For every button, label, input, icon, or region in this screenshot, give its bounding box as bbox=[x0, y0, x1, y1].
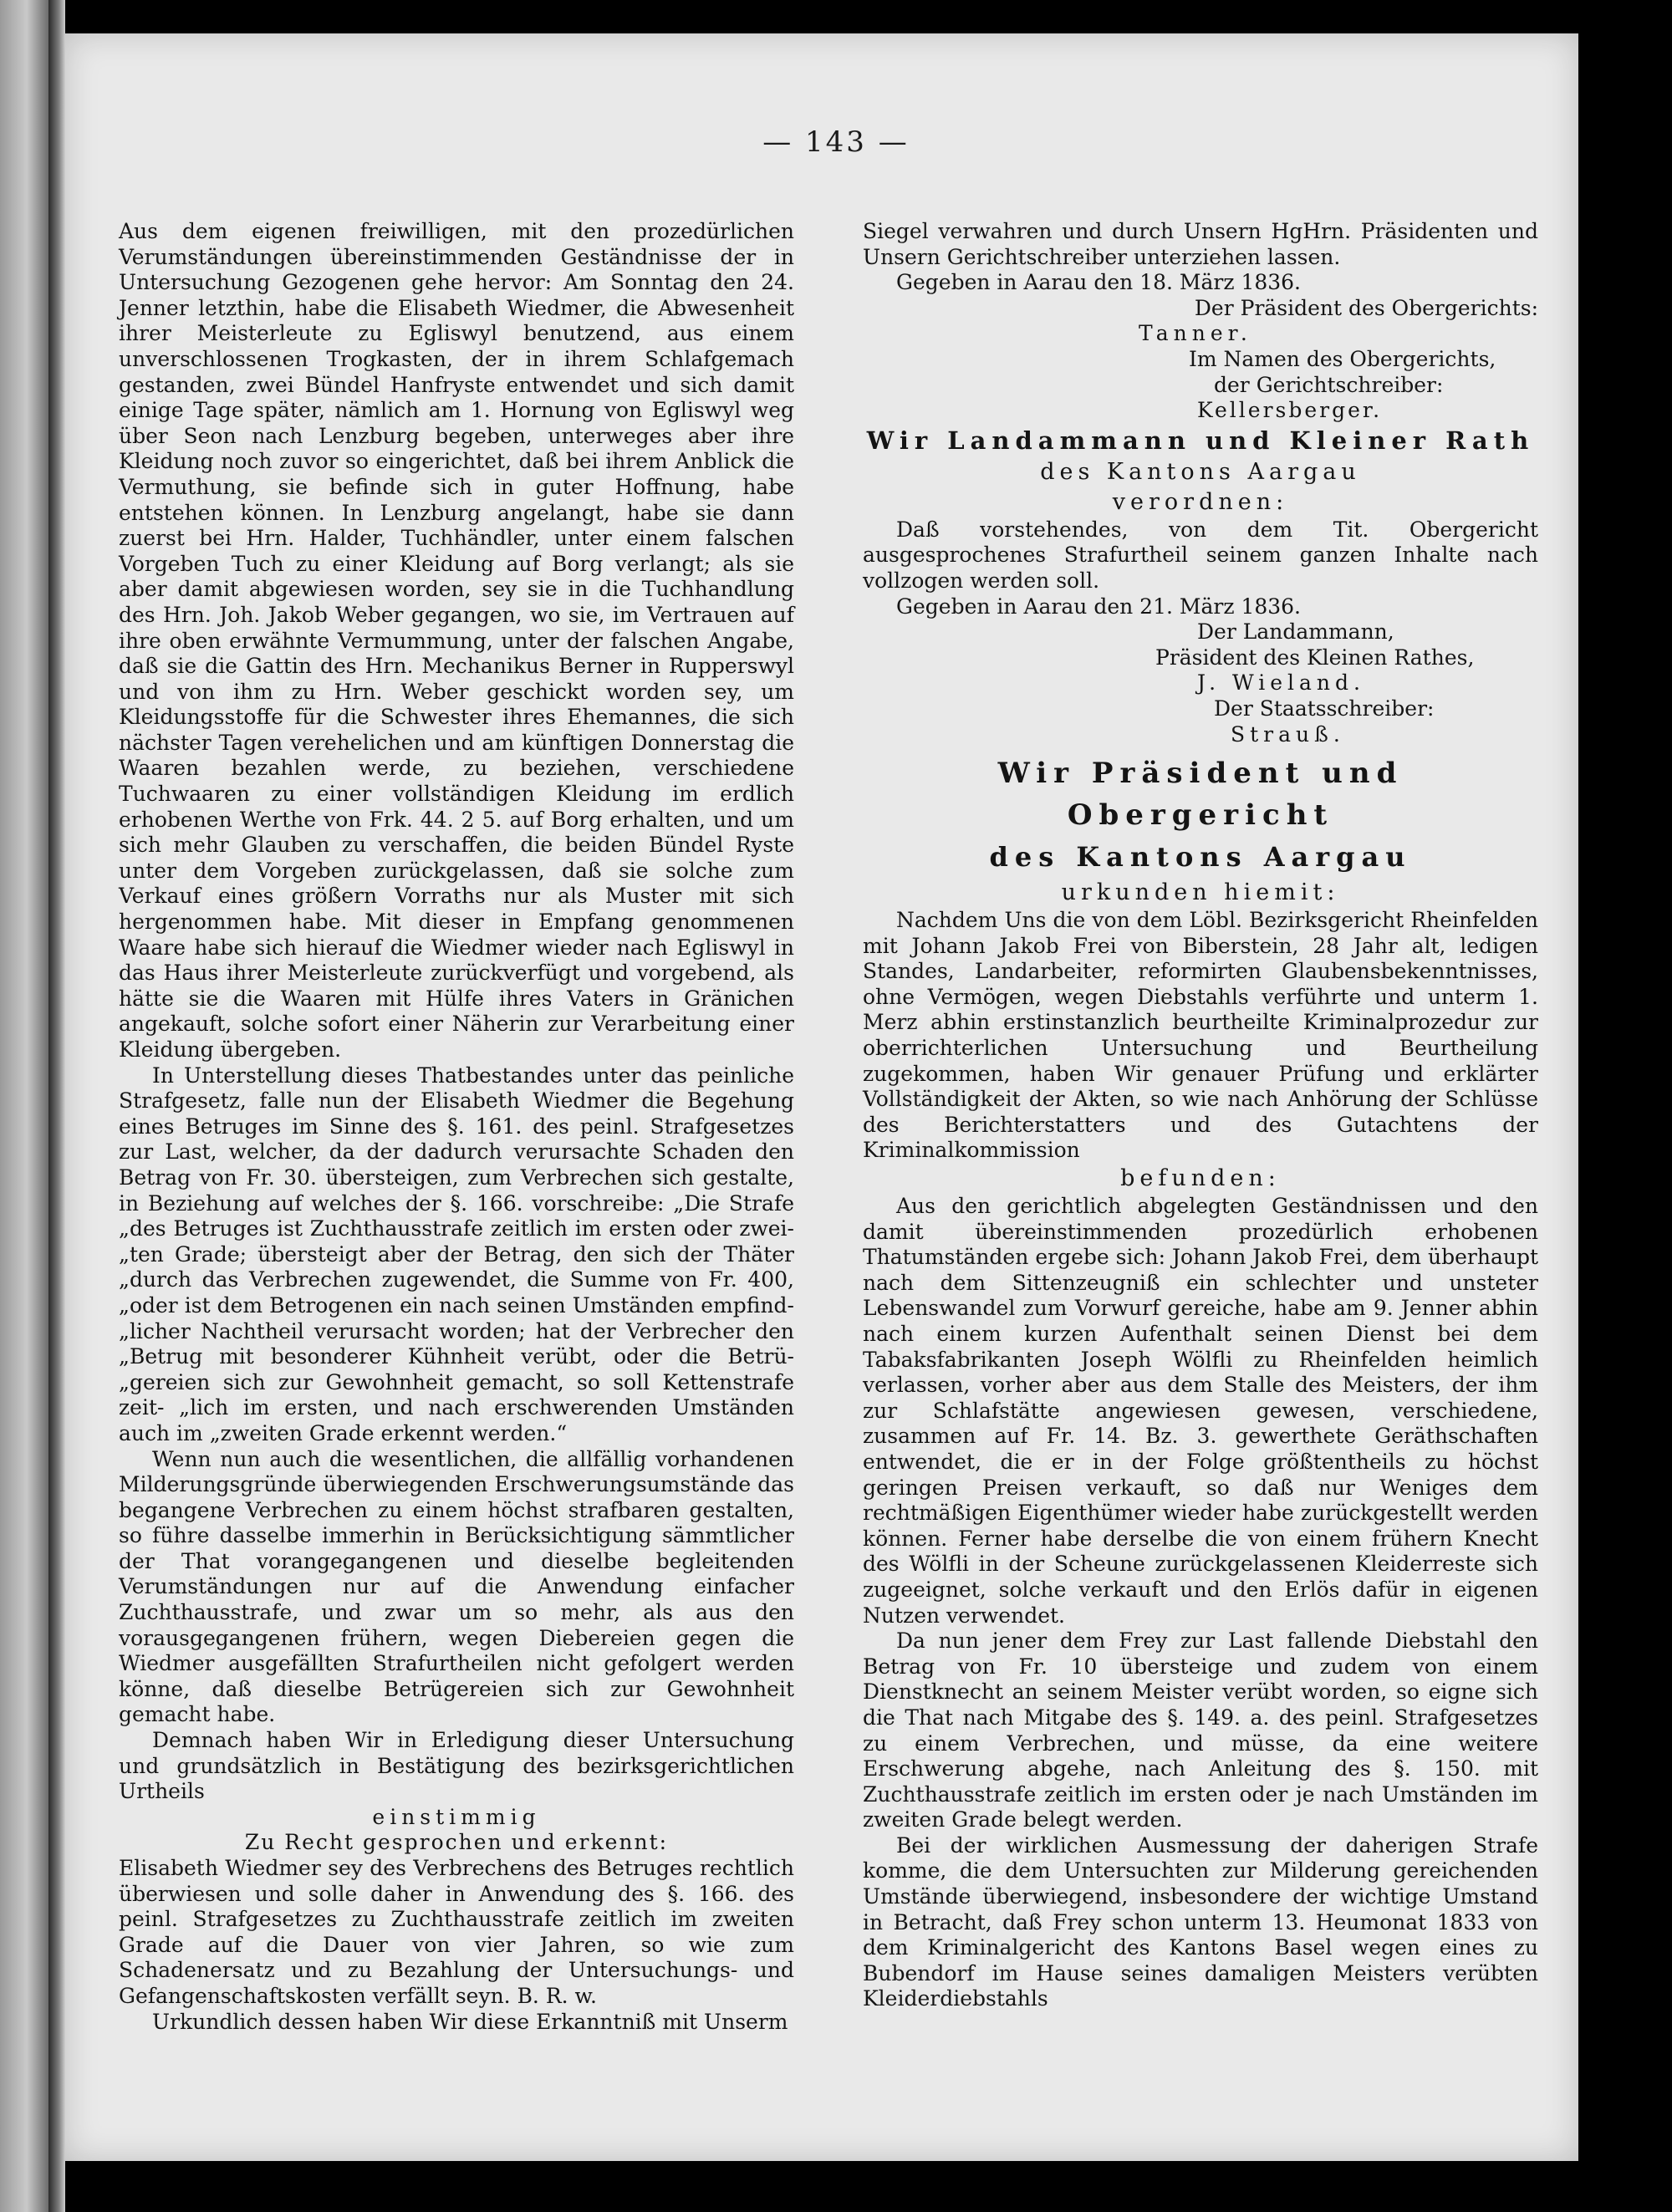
section-heading-sub: des Kantons Aargau bbox=[989, 841, 1412, 874]
verdict-paragraph: Elisabeth Wiedmer sey des Verbrechens des Betruges rechtlich überwiesen und solle daher in Anwendung des §. 166. des peinl. Strafgesetzes zu Zuchthausstrafe zeitlich im zweiten Grade auf die Dauer von vier Jahren, so wie zum Schadenersatz und zu Bezahlung der Untersuchungs- und Gefangenschaftskosten verfällt seyn. B. R. w. bbox=[119, 1856, 794, 2008]
paragraph: Aus dem eigenen freiwilligen, mit den prozedürlichen Verumständungen übereinstimmenden Geständnisse der in Untersuchung Gezogenen gehe hervor: Am Sonntag den 24. Jenner letzthin, habe die Elisabeth Wiedmer, die Abwesenheit ihrer Meisterleute zu Egliswyl benutzend, aus einem unverschlossenen Trogkasten, der in ihrem Schlafgemach gestanden, zwei Bündel Hanfryste entwendet und sich damit einige Tage später, nämlich am 1. Hornung von Egliswyl weg über Seon nach Lenzburg begeben, unterweges aber ihre Kleidung noch zuvor so eingerichtet, daß bei ihrem Anblick die Vermuthung, sie befinde sich in guter Hoffnung, habe entstehen können. In Lenzburg angelangt, habe sie dann zuerst bei Hrn. Halder, Tuchhändler, unter einem falschen Vorgeben Tuch zu einer Kleidung auf Borg verlangt; als sie aber damit abgewiesen worden, sey sie in die Tuchhandlung des Hrn. Joh. Jakob Weber gegangen, wo sie, im Vertrauen auf ihre oben erwähnte Vermummung, unter der falschen Angabe, daß sie die Gattin des Hrn. Mechanikus Berner in Rupperswyl und von ihm zu Hrn. Weber geschickt worden sey, um Kleidungsstoffe für die Schwester ihres Ehemannes, die sich nächster Tagen verehelichen und am künftigen Donnerstag die Waaren bezahlen werde, zu beziehen, verschiedene Tuchwaaren zu einer vollständigen Kleidung im erdlich erhobenen Werthe von Frk. 44. 2 5. auf Borg erhalten, und um sich mehr Glauben zu verschaffen, die beiden Bündel Ryste unter dem Vorgeben zurückgelassen, daß sie solche zum Verkauf eines größern Vorraths nur als Muster mit sich hergenommen habe. Mit dieser in Empfang genommenen Waare habe sich hierauf die Wiedmer wieder nach Egliswyl in das Haus ihrer Meisterleute zurückverfügt und vorgebend, als hätte sie die Waaren mit Hülfe ihres Vaters in Gränichen angekauft, solche sofort einer Näherin zur Verarbeitung einer Kleidung übergeben. bbox=[119, 219, 794, 1062]
page-number: — 143 — bbox=[762, 125, 910, 159]
section-label-befunden: befunden: bbox=[1120, 1165, 1281, 1192]
left-column bbox=[119, 219, 794, 2035]
signature-name: Kellersberger. bbox=[1197, 398, 1383, 423]
signature-name: Strauß. bbox=[1231, 721, 1345, 747]
signature-subtitle: der Gerichtschreiber: bbox=[1214, 372, 1444, 397]
right-column bbox=[863, 219, 1538, 2012]
signature-title: Der Präsident des Obergerichts: bbox=[1194, 295, 1538, 320]
signature-name: Tanner. bbox=[1139, 321, 1252, 346]
section-label-zu-recht: Zu Recht gesprochen und erkennt: bbox=[244, 1830, 669, 1855]
signature-name: J. Wieland. bbox=[1197, 670, 1365, 696]
book-gutter bbox=[48, 0, 65, 2212]
paragraph: Demnach haben Wir in Erledigung dieser Untersuchung und grundsätzlich in Bestätigung des bezirksgerichtlichen Urtheils bbox=[119, 1728, 794, 1804]
signature-title: Im Namen des Obergerichts, bbox=[1189, 346, 1496, 371]
date-line: Gegeben in Aarau den 21. März 1836. bbox=[896, 594, 1302, 619]
paragraph: In Unterstellung dieses Thatbestandes unter das peinliche Strafgesetz, falle nun der Elisabeth Wiedmer die Begehung eines Betruges im Sinne des §. 161. des peinl. Strafgesetzes zur Last, welcher, da der dadurch verursachte Schaden den Betrag von Fr. 30. übersteigen, zum Verbrechen sich gestalte, in Beziehung auf welches der §. 166. vorschreibe: „Die Strafe „des Betruges ist Zuchthausstrafe zeitlich im ersten oder zwei- „ten Grade; übersteigt aber der Betrag, den sich der Thäter „durch das Verbrechen zugewendet, die Summe von Fr. 400, „oder ist dem Betrogenen ein nach seinen Umständen empfind- „licher Nachtheil verursacht worden; hat der Verbrecher den „Betrug mit besonderer Kühnheit verübt, oder die Betrü- „gereien sich zur Gewohnheit gemacht, so soll Kettenstrafe zeit- „lich im ersten, und nach erschwerenden Umständen auch im „zweiten Grade erkennt werden.“ bbox=[119, 1063, 794, 1445]
section-heading: Wir Landammann und Kleiner Rath bbox=[866, 426, 1535, 455]
paragraph: Wenn nun auch die wesentlichen, die allfällig vorhandenen Milderungsgründe überwiegenden Erschwerungsumstände das begangene Verbrechen zu einem höchst strafbaren gestalten, so führe dasselbe immerhin in Berücksichtigung sämmtlicher der That vorangegangenen und dieselbe begleitenden Verumständungen nur auf die Anwendung einfacher Zuchthausstrafe, und zwar um so mehr, als aus den vorausgegangenen frühern, wegen Diebereien gegen die Wiedmer ausgefällten Strafurtheilen nicht gefolgert werden könne, daß dieselbe Betrügereien sich zur Gewohnheit gemacht habe. bbox=[119, 1446, 794, 1727]
left-page-edge bbox=[0, 0, 48, 2212]
paragraph: Da nun jener dem Frey zur Last fallende Diebstahl den Betrag von Fr. 10 übersteige und zudem von einem Dienstknecht an seinem Meister verübt worden, so eigne sich die That nach Mitgabe des §. 149. a. des peinl. Strafgesetzes zu einem Verbrechen, und müsse, da eine weitere Erschwerung abgehe, nach Anleitung des §. 150. mit Zuchthausstrafe zeitlich im ersten oder je nach Umständen im zweiten Grade belegt werden. bbox=[863, 1628, 1538, 1832]
signature-title: Der Landammann, bbox=[1197, 619, 1394, 645]
paragraph: Aus den gerichtlich abgelegten Geständnissen und den damit übereinstimmenden prozedürlich erhobenen Thatumständen ergebe sich: Johann Jakob Frei, dem überhaupt nach dem Sittenzeugniß ein schlechter und unsteter Lebenswandel zum Vorwurf gereiche, habe am 9. Jenner abhin nach einem kurzen Aufenthalt seinen Dienst bei dem Tabaksfabrikanten Joseph Wölfli zu Rheinfelden heimlich verlassen, vorher aber aus dem Stalle des Meisters, der ihm zur Schlafstätte angewiesen gewesen, verschiedene, zusammen auf Fr. 14. Bz. 3. gewerthete Geräthschaften entwendet, die er in der Folge größtentheils zu höchst geringen Preisen verkauft, so daß nur Weniges dem rechtmäßigen Eigenthümer wieder habe zurückgestellt werden können. Ferner habe derselbe die von einem frühern Knecht des Wölfli in der Scheune zurückgelassenen Kleiderreste sich zugeeignet, solche verkauft und den Erlös dafür in eigenen Nutzen verwendet. bbox=[863, 1194, 1538, 1628]
section-label-einstimmig: einstimmig bbox=[372, 1804, 541, 1829]
section-label-verordnen: verordnen: bbox=[1112, 488, 1289, 515]
section-label-urkunden: urkunden hiemit: bbox=[1061, 879, 1340, 906]
section-heading-sub: des Kantons Aargau bbox=[1040, 458, 1361, 485]
section-heading: Wir Präsident und Obergericht bbox=[997, 757, 1404, 833]
paragraph: Siegel verwahren und durch Unsern HgHrn. Präsidenten und Unsern Gerichtschreiber unterziehen lassen. bbox=[863, 219, 1538, 269]
signature-subtitle: Präsident des Kleinen Rathes, bbox=[1155, 645, 1475, 670]
signature-title: Der Staatsschreiber: bbox=[1214, 696, 1435, 721]
case-paragraph: Nachdem Uns die von dem Löbl. Bezirksgericht Rheinfelden mit Johann Jakob Frei von Biberstein, 28 Jahr alt, ledigen Standes, Landarbeiter, reformirten Glaubensbekenntnisses, ohne Vermögen, wegen Diebstahls verführte und unterm 1. Merz abhin erstinstanzlich beurtheilte Kriminalprozedur zur oberrichterlichen Untersuchung und Beurtheilung zugekommen, haben Wir genauer Prüfung und erklärter Vollständigkeit der Akten, so wie nach Anhörung der Schlüsse des Berichterstatters und des Gutachtens der Kriminalkommission bbox=[863, 908, 1538, 1163]
paragraph: Bei der wirklichen Ausmessung der daherigen Strafe komme, die dem Untersuchten zur Milderung gereichenden Umstände überwiegend, insbesondere der wichtige Umstand in Betracht, daß Frey schon unterm 13. Heumonat 1833 von dem Kriminalgericht des Kantons Basel wegen eines zu Bubendorf im Hause seines damaligen Meisters verübten Kleiderdiebstahls bbox=[863, 1832, 1538, 2011]
closing-paragraph: Urkundlich dessen haben Wir diese Erkanntniß mit Unserm bbox=[152, 2009, 788, 2034]
order-paragraph: Daß vorstehendes, von dem Tit. Obergericht ausgesprochenes Strafurtheil seinem ganzen Inhalte nach vollzogen werden soll. bbox=[863, 517, 1538, 593]
date-line: Gegeben in Aarau den 18. März 1836. bbox=[896, 270, 1302, 295]
